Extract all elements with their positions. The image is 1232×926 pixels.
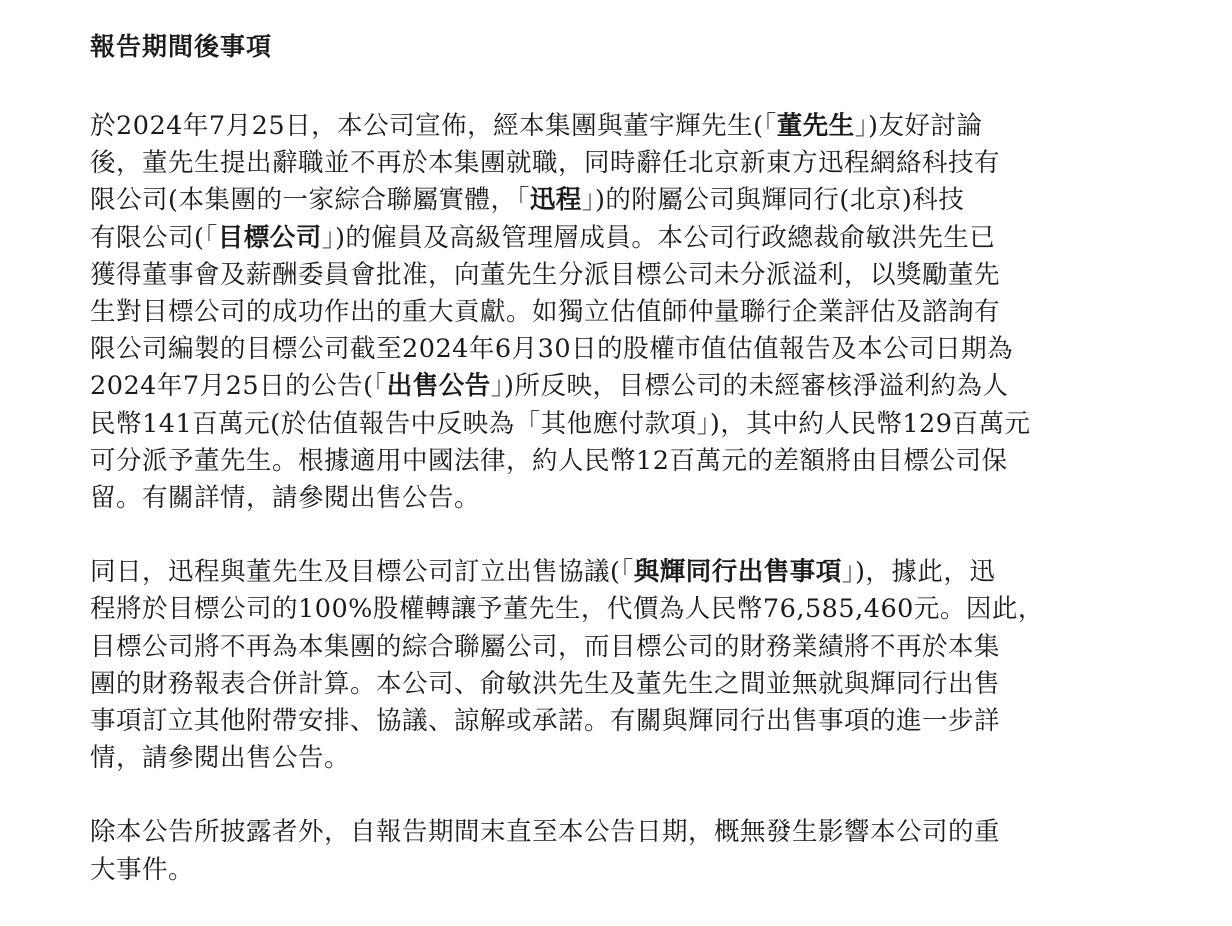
text-line <box>90 406 1150 443</box>
text-line <box>90 220 1150 257</box>
text-line <box>90 368 1150 405</box>
section-heading: 報告期間後事項 <box>90 32 273 61</box>
text-line <box>90 814 1150 851</box>
text-run: 事項訂立其他附帶安排、協議、諒解或承諾。有關與輝同行出售事項的進一步詳 <box>90 706 1001 737</box>
text-run: 除本公告所披露者外，自報告期間末直至本公告日期，概無發生影響本公司的重 <box>90 817 1001 848</box>
text-line <box>90 666 1150 703</box>
text-line <box>90 108 1150 145</box>
text-run: 大事件。 <box>90 854 195 885</box>
defined-term: 迅程 <box>529 185 582 216</box>
text-run: 限公司編製的目標公司截至2024年6月30日的股權市值估值報告及本公司日期為 <box>90 334 1014 365</box>
text-line <box>90 294 1150 331</box>
text-run: 目標公司將不再為本集團的綜合聯屬公司，而目標公司的財務業績將不再於本集 <box>90 631 1001 662</box>
text-run: 團的財務報表合併計算。本公司、俞敏洪先生及董先生之間並無就與輝同行出售 <box>90 668 1001 699</box>
text-run: 」)所反映，目標公司的未經審核淨溢利約為人 <box>490 371 1009 402</box>
text-run: 2024年7月25日的公告(「 <box>90 371 387 402</box>
text-run: 」)的僱員及高級管理層成員。本公司行政總裁俞敏洪先生已 <box>321 222 996 253</box>
text-run: 獲得董事會及薪酬委員會批准，向董先生分派目標公司未分派溢利，以獎勵董先 <box>90 259 1001 290</box>
text-line <box>90 182 1150 219</box>
text-run: 後，董先生提出辭職並不再於本集團就職，同時辭任北京新東方迅程網絡科技有 <box>90 148 1001 179</box>
text-run: 留。有關詳情，請參閱出售公告。 <box>90 483 481 514</box>
defined-term: 與輝同行出售事項 <box>633 557 842 588</box>
text-run: 」)的附屬公司與輝同行(北京)科技 <box>581 185 965 216</box>
text-line <box>90 554 1150 591</box>
text-run: 生對目標公司的成功作出的重大貢獻。如獨立估值師仲量聯行企業評估及諮詢有 <box>90 297 1001 328</box>
document-body <box>90 108 1150 889</box>
text-line <box>90 703 1150 740</box>
text-run: 於2024年7月25日，本公司宣佈，經本集團與董宇輝先生(「 <box>90 111 777 141</box>
text-line <box>90 629 1150 666</box>
text-line <box>90 443 1150 480</box>
text-run: 限公司(本集團的一家綜合聯屬實體，「 <box>90 185 530 216</box>
text-line <box>90 331 1150 368</box>
defined-term: 董先生 <box>776 111 855 141</box>
defined-term: 目標公司 <box>217 222 322 253</box>
paragraph <box>90 108 1150 517</box>
text-run: 程將於目標公司的100%股權轉讓予董先生，代價為人民幣76,585,460元。因此， <box>90 594 1044 625</box>
defined-term: 出售公告 <box>386 371 491 402</box>
text-line <box>90 852 1150 889</box>
text-run: 」)友好討論 <box>854 111 983 141</box>
text-line <box>90 257 1150 294</box>
text-run: 有限公司(「 <box>90 222 218 253</box>
paragraph <box>90 554 1150 777</box>
text-run: 民幣141百萬元(於估值報告中反映為「其他應付款項」)，其中約人民幣129百萬元 <box>90 408 1031 439</box>
text-line <box>90 480 1150 517</box>
text-line <box>90 591 1150 628</box>
text-line <box>90 740 1150 777</box>
text-line <box>90 145 1150 182</box>
paragraph <box>90 814 1150 888</box>
text-run: 可分派予董先生。根據適用中國法律，約人民幣12百萬元的差額將由目標公司保 <box>90 445 1008 476</box>
text-run: 」)，據此，迅 <box>841 557 996 588</box>
text-run: 同日，迅程與董先生及目標公司訂立出售協議(「 <box>90 557 634 588</box>
text-run: 情，請參閱出售公告。 <box>90 743 351 774</box>
document-page <box>90 28 1150 926</box>
